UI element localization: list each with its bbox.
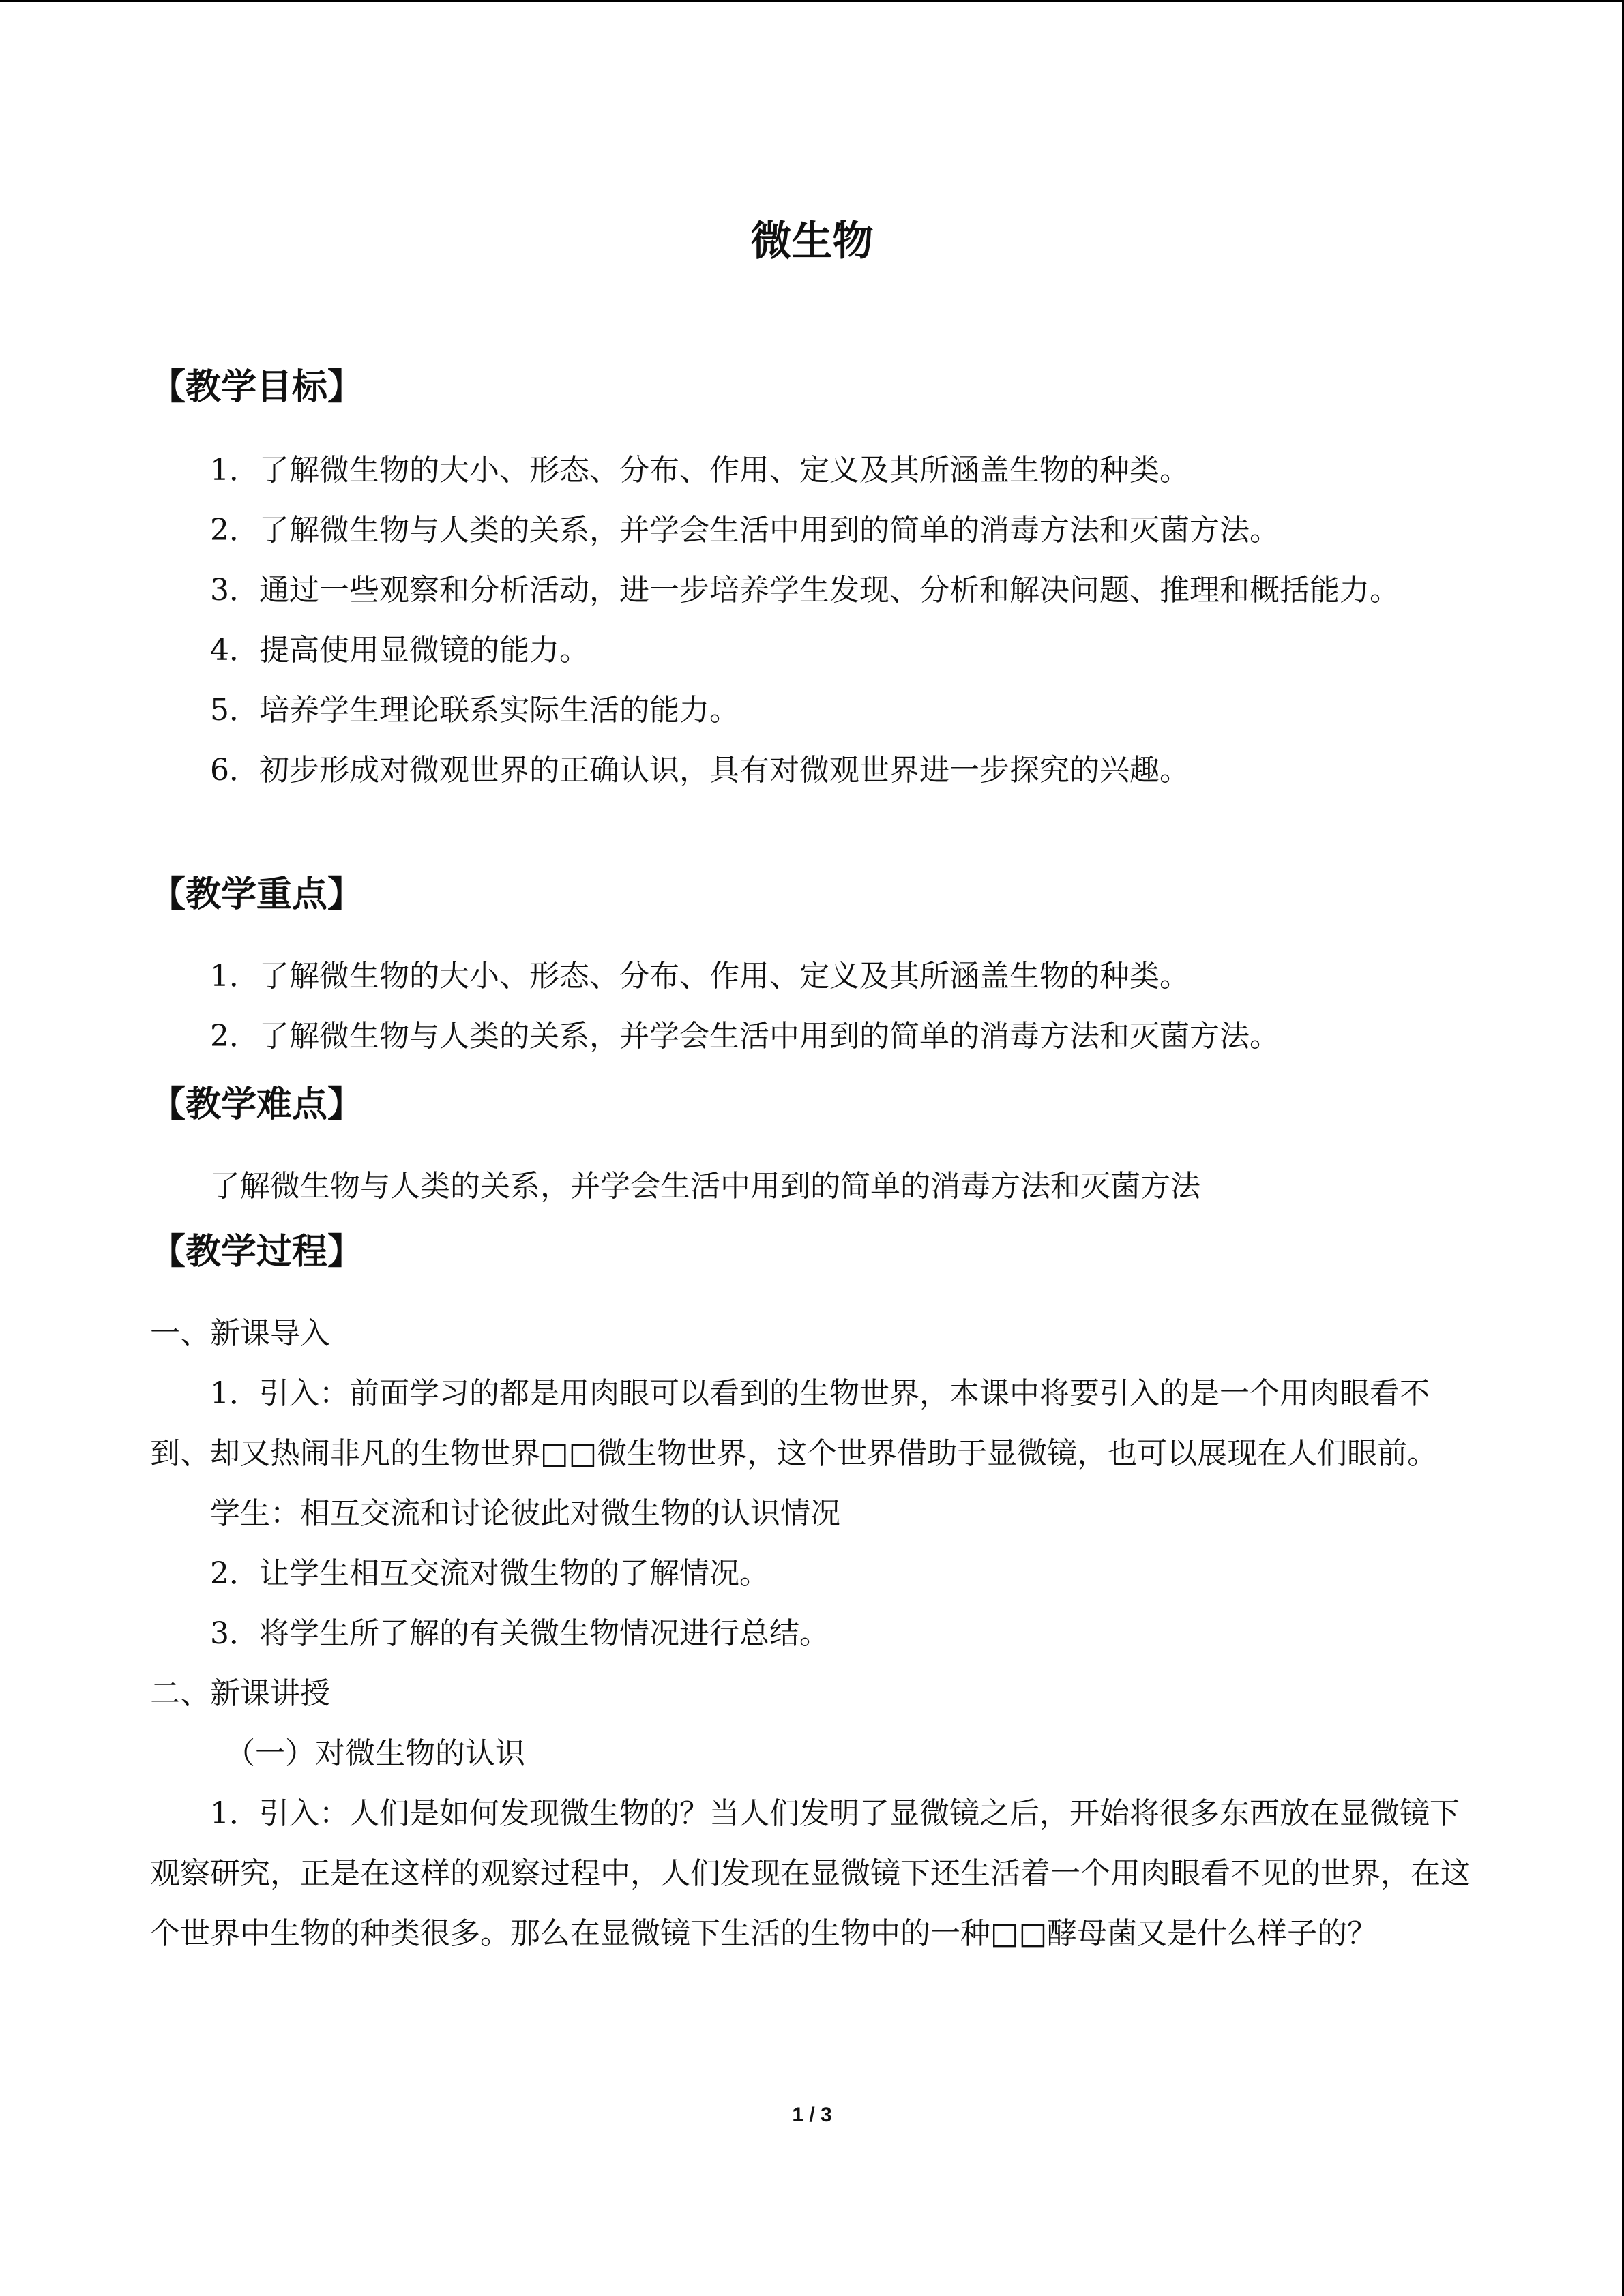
goal-item: 3．通过一些观察和分析活动，进一步培养学生发现、分析和解决问题、推理和概括能力。 [210, 573, 1400, 608]
key-points-list [150, 946, 1477, 1067]
process-item: 3．将学生所了解的有关微生物情况进行总结。 [210, 1616, 829, 1651]
goal-item: 6．初步形成对微观世界的正确认识，具有对微观世界进一步探究的兴趣。 [210, 753, 1190, 788]
goal-item: 2．了解微生物与人类的关系，并学会生活中用到的简单的消毒方法和灭菌方法。 [210, 513, 1280, 548]
process-item: 2．让学生相互交流对微生物的了解情况。 [210, 1556, 769, 1591]
process-item: 1．引入：前面学习的都是用肉眼可以看到的生物世界，本课中将要引入的是一个用肉眼看不到、却又热闹非凡的生物世界□□微生物世界，这个世界借助于显微镜，也可以展现在人们眼前。 [150, 1376, 1438, 1471]
part2-title: 二、新课讲授 [150, 1676, 330, 1711]
key-points-section [150, 870, 1477, 919]
goal-item: 4．提高使用显微镜的能力。 [210, 633, 589, 668]
key-points-heading: 【教学重点】 [150, 874, 364, 915]
document-title: 微生物 [750, 218, 874, 265]
goals-heading: 【教学目标】 [150, 367, 364, 408]
key-point-item: 1．了解微生物的大小、形态、分布、作用、定义及其所涵盖生物的种类。 [210, 959, 1190, 994]
part2-subtitle: （一）对微生物的认识 [225, 1736, 525, 1771]
difficulties-heading: 【教学难点】 [150, 1084, 364, 1125]
goals-section [150, 363, 1477, 412]
difficulties-section [150, 1080, 1477, 1129]
goal-item: 1．了解微生物的大小、形态、分布、作用、定义及其所涵盖生物的种类。 [210, 453, 1190, 488]
page-number: 1 / 3 [792, 2104, 832, 2126]
process-body [150, 1304, 1477, 1964]
process-heading: 【教学过程】 [150, 1232, 364, 1272]
goals-list [150, 441, 1477, 801]
part1-title: 一、新课导入 [150, 1316, 330, 1351]
difficulties-text: 了解微生物与人类的关系，并学会生活中用到的简单的消毒方法和灭菌方法 [210, 1169, 1200, 1204]
process-item: 1．引入：人们是如何发现微生物的？当人们发明了显微镜之后，开始将很多东西放在显微镜下观察研究，正是在这样的观察过程中，人们发现在显微镜下还生活着一个用肉眼看不见的世界，在这个世界中生物的种类很多。那么在显微镜下生活的生物中的一种□□酵母菌又是什么样子的？ [150, 1796, 1471, 1951]
key-point-item: 2．了解微生物与人类的关系，并学会生活中用到的简单的消毒方法和灭菌方法。 [210, 1019, 1280, 1054]
process-item: 学生：相互交流和讨论彼此对微生物的认识情况 [210, 1496, 840, 1531]
difficulties-body [150, 1157, 1477, 1217]
goal-item: 5．培养学生理论联系实际生活的能力。 [210, 693, 739, 728]
process-section [150, 1227, 1477, 1277]
page-border-top [0, 0, 1624, 2]
